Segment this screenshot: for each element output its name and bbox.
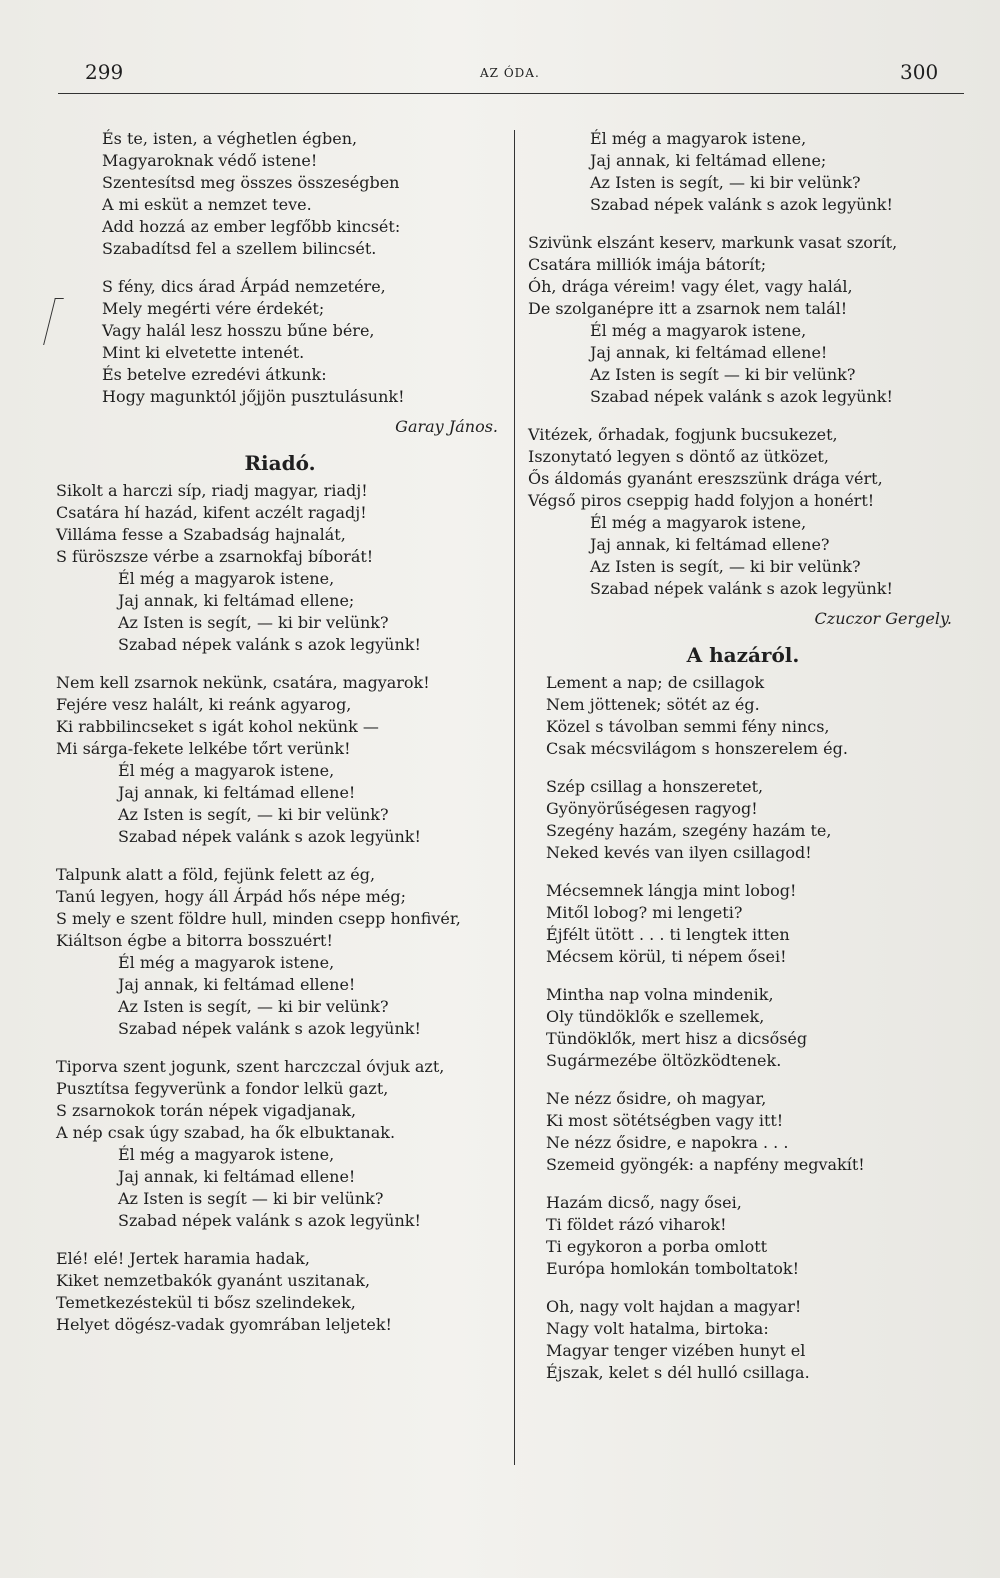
poem-line: Végső piros cseppig hadd folyjon a honért! — [528, 491, 875, 510]
poem-title: A hazáról. — [686, 643, 800, 667]
poem-line: Szabad népek valánk s azok legyünk! — [118, 1019, 421, 1038]
poem-line: Él még a magyarok istene, — [118, 761, 335, 780]
poem-line: Talpunk alatt a föld, fejünk felett az ég, — [56, 865, 376, 884]
poem-line: Oh, nagy volt hajdan a magyar! — [546, 1297, 802, 1316]
poem-line: Magyaroknak védő istene! — [102, 151, 318, 170]
poem-stanza — [528, 424, 958, 600]
poem-line: Mely megérti vére érdekét; — [102, 299, 325, 318]
poem-line: Szabad népek valánk s azok legyünk! — [118, 635, 421, 654]
poem-stanza — [528, 984, 958, 1072]
poem-line: Éjfélt ütött . . . ti lengtek itten — [546, 925, 790, 944]
right-column — [528, 128, 958, 1400]
poem-line: Elé! elé! Jertek haramia hadak, — [56, 1249, 310, 1268]
poem-line: Él még a magyarok istene, — [590, 321, 807, 340]
poem-stanza — [56, 672, 504, 848]
poem-line: Szabad népek valánk s azok legyünk! — [590, 195, 893, 214]
poem-refrain — [528, 128, 958, 216]
poem-line: Csatára hí hazád, kifent aczélt ragadj! — [56, 503, 367, 522]
poem-line: Jaj annak, ki feltámad ellene; — [590, 151, 827, 170]
poem-line: Add hozzá az ember legfőbb kincsét: — [102, 217, 401, 236]
poem-line: Vagy halál lesz hosszu bűne bére, — [102, 321, 375, 340]
poem-stanza — [528, 232, 958, 408]
poem-line: Helyet dögész-vadak gyomrában leljetek! — [56, 1315, 392, 1334]
page-number-right: 300 — [900, 60, 939, 84]
poem-line: Tanú legyen, hogy áll Árpád hős népe még; — [56, 887, 407, 906]
poem-line: Nem kell zsarnok nekünk, csatára, magyarok! — [56, 673, 430, 692]
poem-stanza — [56, 1248, 504, 1336]
poem-line: Éjszak, kelet s dél hulló csillaga. — [546, 1363, 810, 1382]
poem-line: Szabad népek valánk s azok legyünk! — [590, 387, 893, 406]
poem-line: Szentesítsd meg összes összeségben — [102, 173, 400, 192]
poem-line: Az Isten is segít, — ki bir velünk? — [118, 997, 389, 1016]
poem-line: Fejére vesz halált, ki reánk agyarog, — [56, 695, 352, 714]
poem-line: Ti egykoron a porba omlott — [546, 1237, 768, 1256]
poem-line: De szolganépre itt a zsarnok nem talál! — [528, 299, 848, 318]
poem-line: Tündöklők, mert hisz a dicsőség — [546, 1029, 808, 1048]
poem-line: S mely e szent földre hull, minden csepp honfivér, — [56, 909, 461, 928]
poem-line: Mintha nap volna mindenik, — [546, 985, 774, 1004]
poem-title: Riadó. — [244, 451, 316, 475]
poem-line: Sikolt a harczi síp, riadj magyar, riadj! — [56, 481, 368, 500]
poem-line: Az Isten is segít — ki bir velünk? — [590, 365, 856, 384]
poem-line: Ki rabbilincseket s igát kohol nekünk — — [56, 717, 379, 736]
poem-line: Él még a magyarok istene, — [118, 569, 335, 588]
poem-line: Él még a magyarok istene, — [118, 1145, 335, 1164]
poem-stanza — [56, 128, 504, 260]
poem-line: Európa homlokán tomboltatok! — [546, 1259, 799, 1278]
poem-line: Mécsemnek lángja mint lobog! — [546, 881, 797, 900]
running-title: AZ ÓDA. — [480, 66, 540, 80]
poem-line: Jaj annak, ki feltámad ellene! — [118, 783, 356, 802]
poem-line: Él még a magyarok istene, — [590, 129, 807, 148]
poem-stanza — [528, 672, 958, 760]
poem-line: Közel s távolban semmi fény nincs, — [546, 717, 830, 736]
poem-line: Ki most sötétségben vagy itt! — [546, 1111, 784, 1130]
poem-line: Az Isten is segít, — ki bir velünk? — [118, 805, 389, 824]
poem-stanza — [56, 276, 504, 408]
poem-line: Szabad népek valánk s azok legyünk! — [118, 1211, 421, 1230]
page-number-left: 299 — [85, 60, 124, 84]
poem-line: Ős áldomás gyanánt ereszszünk drága vért, — [528, 469, 883, 488]
poem-line: Szabad népek valánk s azok legyünk! — [590, 579, 893, 598]
poem-line: Él még a magyarok istene, — [118, 953, 335, 972]
poem-line: S füröszsze vérbe a zsarnokfaj bíborát! — [56, 547, 374, 566]
poem-stanza — [528, 1296, 958, 1384]
poem-line: Szivünk elszánt keserv, markunk vasat szorít, — [528, 233, 898, 252]
poem-line: A mi esküt a nemzet teve. — [102, 195, 312, 214]
poem-line: Hazám dicső, nagy ősei, — [546, 1193, 742, 1212]
poem-line: Lement a nap; de csillagok — [546, 673, 765, 692]
poem-line: Gyönyörűségesen ragyog! — [546, 799, 758, 818]
poem-line: Neked kevés van ilyen csillagod! — [546, 843, 812, 862]
poem-line: Mécsem körül, ti népem ősei! — [546, 947, 787, 966]
poem-line: Óh, drága véreim! vagy élet, vagy halál, — [528, 277, 853, 296]
poem-line: S zsarnokok torán népek vigadjanak, — [56, 1101, 357, 1120]
poem-stanza — [528, 776, 958, 864]
poem-line: Magyar tenger vizében hunyt el — [546, 1341, 806, 1360]
poem-line: Szép csillag a honszeretet, — [546, 777, 764, 796]
poem-line: Sugármezébe öltözködtenek. — [546, 1051, 782, 1070]
left-column — [56, 128, 504, 1352]
column-divider — [514, 130, 515, 1465]
poem-line: Temetkezéstekül ti bősz szelindekek, — [56, 1293, 356, 1312]
poem-signature: Garay János. — [395, 417, 498, 436]
poem-line: Csak mécsvilágom s honszerelem ég. — [546, 739, 848, 758]
poem-line: Az Isten is segít, — ki bir velünk? — [118, 613, 389, 632]
poem-line: Szegény hazám, szegény hazám te, — [546, 821, 832, 840]
poem-line: Csatára milliók imája bátorít; — [528, 255, 767, 274]
poem-line: Szabadítsd fel a szellem bilincsét. — [102, 239, 377, 258]
poem-line: Jaj annak, ki feltámad ellene; — [118, 591, 355, 610]
header-rule — [58, 93, 964, 94]
poem-line: S fény, dics árad Árpád nemzetére, — [102, 277, 386, 296]
poem-line: Jaj annak, ki feltámad ellene? — [590, 535, 830, 554]
poem-line: Ti földet rázó viharok! — [546, 1215, 727, 1234]
poem-line: Mint ki elvetette intenét. — [102, 343, 305, 362]
poem-stanza — [528, 1088, 958, 1176]
poem-line: Az Isten is segít, — ki bir velünk? — [590, 557, 861, 576]
poem-line: Az Isten is segít — ki bir velünk? — [118, 1189, 384, 1208]
poem-line: Mitől lobog? mi lengeti? — [546, 903, 743, 922]
poem-stanza — [56, 480, 504, 656]
poem-line: Mi sárga-fekete lelkébe tőrt verünk! — [56, 739, 351, 758]
poem-stanza — [56, 864, 504, 1040]
poem-signature: Czuczor Gergely. — [814, 609, 952, 628]
poem-line: Kiáltson égbe a bitorra bosszuért! — [56, 931, 333, 950]
poem-line: Vitézek, őrhadak, fogjunk bucsukezet, — [528, 425, 838, 444]
poem-line: Hogy magunktól jőjjön pusztulásunk! — [102, 387, 405, 406]
poem-line: Nem jöttenek; sötét az ég. — [546, 695, 760, 714]
poem-line: Szemeid gyöngék: a napfény megvakít! — [546, 1155, 865, 1174]
poem-stanza — [528, 880, 958, 968]
poem-line: Ne nézz ősidre, oh magyar, — [546, 1089, 767, 1108]
poem-line: Pusztítsa fegyverünk a fondor lelkü gazt, — [56, 1079, 389, 1098]
poem-stanza — [56, 1056, 504, 1232]
poem-line: Oly tündöklők e szellemek, — [546, 1007, 765, 1026]
poem-line: Jaj annak, ki feltámad ellene! — [118, 1167, 356, 1186]
poem-line: Az Isten is segít, — ki bir velünk? — [590, 173, 861, 192]
poem-line: Kiket nemzetbakók gyanánt uszitanak, — [56, 1271, 371, 1290]
poem-line: Szabad népek valánk s azok legyünk! — [118, 827, 421, 846]
poem-line: Él még a magyarok istene, — [590, 513, 807, 532]
poem-line: A nép csak úgy szabad, ha ők elbuktanak. — [56, 1123, 396, 1142]
poem-line: És betelve ezredévi átkunk: — [102, 365, 327, 384]
poem-line: És te, isten, a véghetlen égben, — [102, 129, 358, 148]
poem-line: Villáma fesse a Szabadság hajnalát, — [56, 525, 346, 544]
poem-line: Jaj annak, ki feltámad ellene! — [118, 975, 356, 994]
poem-line: Ne nézz ősidre, e napokra . . . — [546, 1133, 789, 1152]
poem-stanza — [528, 1192, 958, 1280]
poem-line: Tiporva szent jogunk, szent harczczal óvjuk azt, — [56, 1057, 445, 1076]
poem-line: Jaj annak, ki feltámad ellene! — [590, 343, 828, 362]
poem-line: Nagy volt hatalma, birtoka: — [546, 1319, 769, 1338]
poem-line: Iszonytató legyen s döntő az ütközet, — [528, 447, 829, 466]
